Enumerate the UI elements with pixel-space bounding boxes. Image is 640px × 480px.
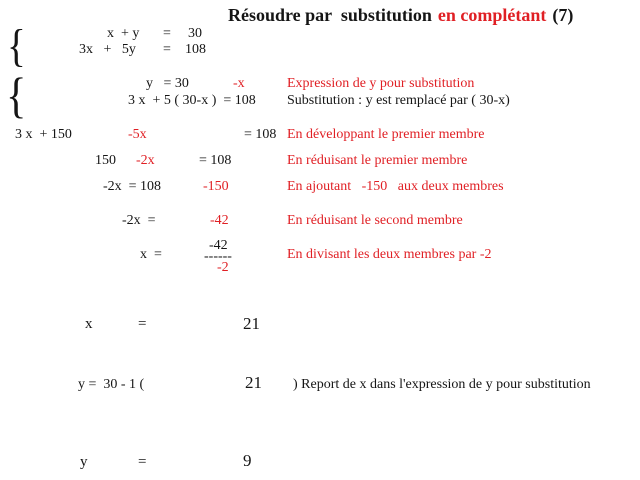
system1-eq2-rhs: 108 (185, 42, 206, 57)
step-e-note: En divisant les deux membres par -2 (287, 247, 492, 262)
step-b-lhs: 150 (95, 153, 116, 168)
system1-brace: { (7, 20, 26, 71)
system1-eq2-equals: = (163, 42, 171, 57)
system1-eq1-lhs: x + y (107, 26, 140, 41)
result-y-variable: y (80, 454, 88, 470)
system2-eq1-expr: y = 30 (146, 76, 189, 91)
system1-eq1-rhs: 30 (188, 26, 202, 41)
page-title (228, 5, 573, 26)
system1-eq2-lhs: 3x + 5y (79, 42, 136, 57)
fraction-bar: ------ (204, 249, 232, 264)
result-y-equals: = (138, 454, 147, 470)
step-a-completion: -5x (128, 127, 147, 142)
result-x-variable: x (85, 316, 93, 332)
step-e-lhs: x = (140, 247, 162, 262)
system2-eq1-completion: -x (233, 76, 245, 91)
title-highlight: en complétant (437, 5, 547, 25)
y-substitution-value: 21 (245, 373, 262, 392)
step-c-note: En ajoutant -150 aux deux membres (287, 179, 504, 194)
result-x-value: 21 (243, 314, 260, 333)
step-b-note: En réduisant le premier membre (287, 153, 468, 168)
title-text: Résoudre par substitution (228, 5, 432, 25)
result-x-equals: = (138, 316, 147, 332)
title-number: (7) (552, 5, 574, 25)
y-substitution-expr: y = 30 - 1 ( (78, 377, 145, 392)
system2-brace: { (6, 67, 27, 123)
step-a-lhs: 3 x + 150 (15, 127, 72, 142)
step-c-completion: -150 (203, 179, 229, 194)
step-a-rhs: = 108 (244, 127, 277, 142)
system1-eq1-equals: = (163, 26, 171, 41)
system2-eq2-note: Substitution : y est remplacé par ( 30-x) (287, 93, 510, 108)
step-b-rhs: = 108 (199, 153, 232, 168)
system2-eq2-expr: 3 x + 5 ( 30-x ) = 108 (128, 93, 256, 108)
step-d-completion: -42 (210, 213, 229, 228)
fraction-denominator: -2 (217, 260, 229, 275)
result-y-value: 9 (243, 451, 252, 470)
y-substitution-note: ) Report de x dans l'expression de y pour substitution (293, 377, 591, 392)
system2-eq1-note: Expression de y pour substitution (287, 76, 475, 91)
step-a-note: En développant le premier membre (287, 127, 485, 142)
step-d-note: En réduisant le second membre (287, 213, 463, 228)
step-d-lhs: -2x = (122, 213, 156, 228)
step-c-lhs: -2x = 108 (103, 179, 162, 194)
fraction-numerator: -42 (209, 238, 228, 253)
step-b-completion: -2x (136, 153, 155, 168)
